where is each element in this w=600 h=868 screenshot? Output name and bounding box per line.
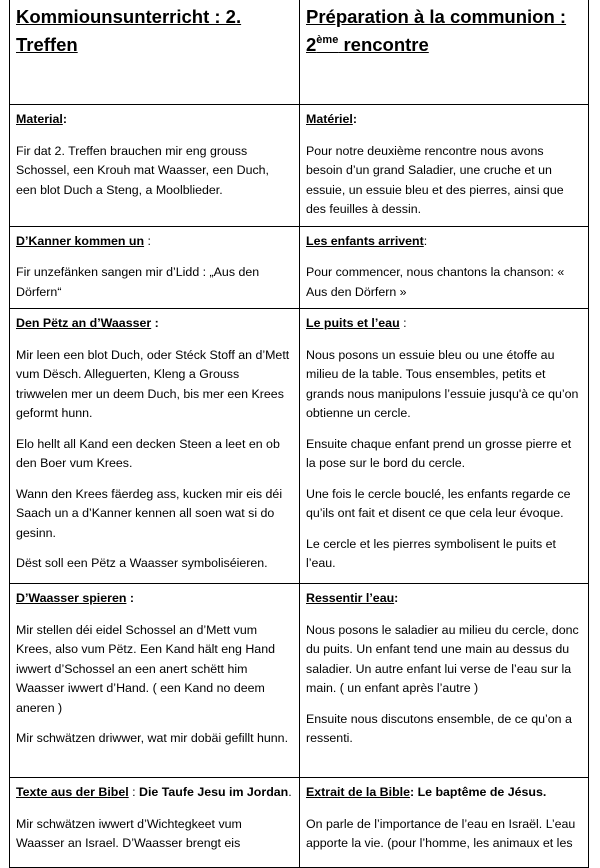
cell-right <box>300 105 589 227</box>
paragraph: Wann den Krees fäerdeg ass, kucken mir eis déi Saach un a d’Kanner kennen all soen wat si do gesinn. <box>16 486 283 540</box>
right-title-cell <box>300 0 589 105</box>
cell-right <box>300 309 589 584</box>
cell-left <box>10 778 300 868</box>
cell-right <box>300 584 589 778</box>
paragraph: Mir schwätzen driwwer, wat mir dobäi gefillt hunn. <box>16 731 289 745</box>
section-heading: Matériel: <box>306 112 357 126</box>
row-material <box>10 105 589 227</box>
right-title: Préparation à la communion : 2ème rencontre <box>306 6 567 55</box>
paragraph: Elo hellt all Kand een decken Steen a leet en ob den Boer vum Krees. <box>16 436 280 470</box>
paragraph: Fir dat 2. Treffen brauchen mir eng grouss Schossel, een Krouh mat Waasser, een Duch, een blot Duch a Steng, a Moolblieder. <box>16 143 269 197</box>
paragraph: Nous posons le saladier au milieu du cercle, donc du puits. Un enfant tend une main au dessus du saladier. Un autre enfant lui verse de l’eau sur la main. ( un enfant après l’autre ) <box>306 622 579 695</box>
row-well <box>10 309 589 584</box>
cell-left <box>10 105 300 227</box>
section-heading: D’Kanner kommen un : <box>16 233 151 248</box>
cell-left <box>10 584 300 778</box>
row-water <box>10 584 589 778</box>
section-heading: Le puits et l’eau : <box>306 316 407 330</box>
row-bible <box>10 778 589 868</box>
paragraph: Fir unzefänken sangen mir d’Lidd : „Aus den Dörfern“ <box>16 265 260 299</box>
lesson-table <box>9 0 589 868</box>
section-heading: Ressentir l’eau: <box>306 591 399 605</box>
left-title: Kommiounsunterricht : 2. Treffen <box>16 6 242 55</box>
cell-right <box>300 226 589 309</box>
paragraph: Ensuite chaque enfant prend un grosse pierre et la pose sur le bord du cercle. <box>306 436 572 470</box>
section-heading: Den Pëtz an d’Waasser : <box>16 316 159 330</box>
paragraph: Nous posons un essuie bleu ou une étoffe au milieu de la table. Tous ensembles, petits et grands nous manipulons l’essuie jusqu'à ce qu’on obtienne un cercle. <box>306 347 579 420</box>
cell-left <box>10 226 300 309</box>
section-heading: Les enfants arrivent: <box>306 233 428 248</box>
paragraph: Dëst soll een Pëtz a Waasser symboliséieren. <box>16 556 268 570</box>
row-arrival <box>10 226 589 309</box>
paragraph: Une fois le cercle bouclé, les enfants regarde ce qu’ils ont fait et disent ce que cela leur évoque. <box>306 486 571 520</box>
paragraph: Pour commencer, nous chantons la chanson: « Aus den Dörfern » <box>306 265 565 299</box>
paragraph: Mir schwätzen iwwert d’Wichtegkeet vum Waasser an Israel. D’Waasser brengt eis <box>16 816 242 850</box>
paragraph: On parle de l’importance de l’eau en Israël. L’eau apporte la vie. (pour l’homme, les animaux et les <box>306 816 576 850</box>
paragraph: Ensuite nous discutons ensemble, de ce qu’on a ressenti. <box>306 711 572 745</box>
paragraph: Mir stellen déi eidel Schossel an d’Mett vum Krees, also vum Pëtz. Een Kand hält eng Hand iwwert d’Schossel an een anert schëtt him Waasser iwwert d’Hand. ( een Kand no deem aneren ) <box>16 622 275 715</box>
section-heading: Texte aus der Bibel : Die Taufe Jesu im Jordan. <box>16 785 292 799</box>
paragraph: Pour notre deuxième rencontre nous avons besoin d’un grand Saladier, une cruche et un essuie, un essuie bleu et des pierres, ainsi que des feuilles à dessin. <box>306 143 564 216</box>
section-heading: D’Waasser spieren : <box>16 591 134 605</box>
title-row <box>10 0 589 105</box>
paragraph: Le cercle et les pierres symbolisent le puits et l’eau. <box>306 536 556 570</box>
section-heading: Extrait de la Bible: Le baptême de Jésus. <box>306 785 547 799</box>
cell-left <box>10 309 300 584</box>
cell-right <box>300 778 589 868</box>
left-title-cell <box>10 0 300 105</box>
section-heading: Material: <box>16 112 67 126</box>
paragraph: Mir leen een blot Duch, oder Stéck Stoff an d’Mett vum Dësch. Alleguerten, Kleng a Grouss triwwelen mer un deem Duch, bis mer een Krees geformt hunn. <box>16 347 290 420</box>
